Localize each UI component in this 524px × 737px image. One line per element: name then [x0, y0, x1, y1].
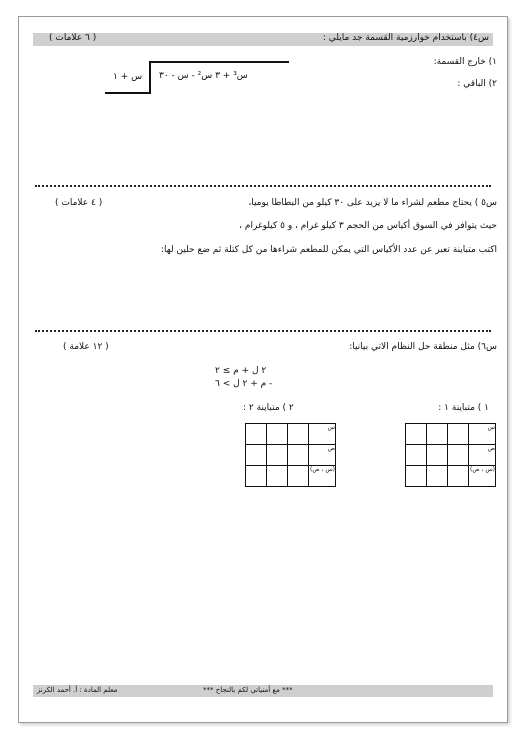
separator-2: [35, 330, 491, 332]
row-label-x: س: [469, 424, 496, 445]
inequality-2: - م + ٢ ل > ٦: [215, 379, 273, 389]
q6-marks: ( ١٢ علامة ): [63, 342, 109, 352]
separator-1: [35, 185, 491, 187]
row-label-y: ص: [309, 445, 336, 466]
inequality-1: ٢ ل + م ≥ ٢: [215, 366, 267, 376]
divisor: س + ١: [113, 72, 143, 82]
table-row: [406, 445, 496, 466]
table-row: [406, 424, 496, 445]
division-bottom-line: [105, 92, 151, 94]
q6-label-1: ١ ) متباينة ١ :: [438, 403, 489, 413]
table-row: [246, 466, 336, 487]
footer-wish: *** مع أمنياتي لكم بالنجاح ***: [203, 686, 293, 694]
q4-item-2: ٢) الباقي :: [457, 79, 497, 89]
q4-header: س٤) باستخدام خوارزمية القسمة جد مايلي :: [322, 33, 489, 43]
exam-page: [18, 16, 508, 723]
footer-teacher: معلم المادة : أ. أحمد الكرنز: [37, 686, 118, 694]
table-row: [246, 424, 336, 445]
row-label-y: ص: [469, 445, 496, 466]
table-row: [406, 466, 496, 487]
q4-header-bar: [33, 33, 493, 46]
q5-line-3: اكتب متباينة تعبر عن عدد الأكياس التي يمكن للمطعم شراءها من كل كتلة ثم ضع حلين لها:: [160, 245, 497, 255]
table-inequality-2: [245, 423, 336, 487]
table-inequality-1: [405, 423, 496, 487]
division-vertical-line: [149, 61, 151, 94]
q5-line-2: حيث يتوافر في السوق أكياس من الحجم ٣ كيلو غرام ، و ٥ كيلوغرام ،: [239, 221, 497, 231]
table-row: [246, 445, 336, 466]
q5-marks: ( ٤ علامات ): [55, 198, 103, 208]
q6-label-2: ٢ ) متباينة ٢ :: [243, 403, 294, 413]
q4-marks: ( ٦ علامات ): [49, 33, 97, 43]
q5-line-1: س٥ ) يحتاج مطعم لشراء ما لا يزيد على ٣٠ كيلو من البطاطا يوميا،: [248, 198, 497, 208]
row-label-point: (س ، ص): [309, 466, 336, 487]
q6-header: س٦) مثل منطقة حل النظام الاتي بيانيا:: [349, 342, 497, 352]
q4-item-1: ١) خارج القسمة:: [433, 57, 497, 67]
row-label-point: (س ، ص): [469, 466, 496, 487]
division-top-line: [149, 61, 289, 63]
row-label-x: س: [309, 424, 336, 445]
footer-bar: [33, 685, 493, 697]
dividend: س³ + ٣ س² - س - ٣٠: [159, 71, 248, 81]
